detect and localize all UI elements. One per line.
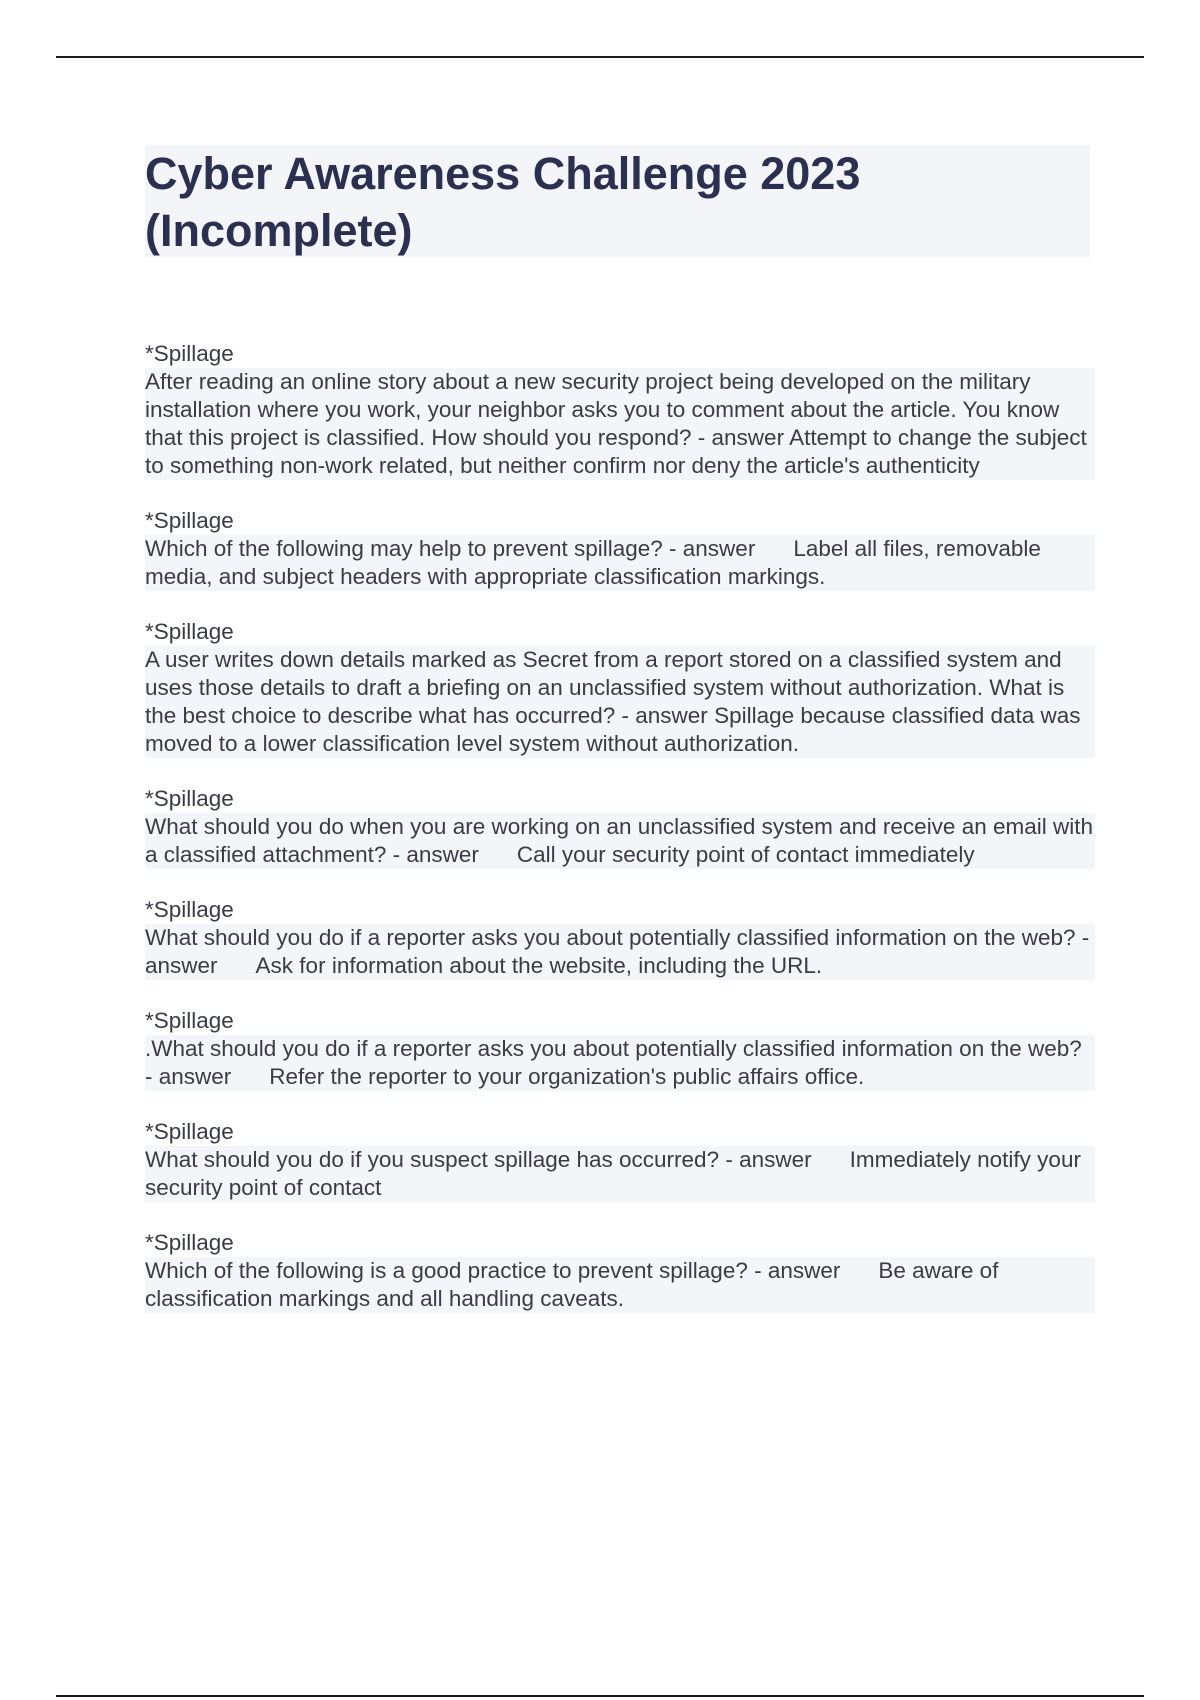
qa-item: [145, 1229, 1095, 1313]
qa-category: *Spillage: [145, 619, 234, 644]
qa-item: [145, 618, 1095, 758]
qa-question-answer: [145, 1146, 1095, 1202]
qa-answer: Call your security point of contact immediately: [516, 842, 975, 867]
qa-category: *Spillage: [145, 1008, 234, 1033]
qa-item: [145, 340, 1095, 480]
qa-answer: Label all files, removable media, and subject headers with appropriate classification markings.: [145, 536, 1041, 589]
qa-question: What should you do if you suspect spillage has occurred? - answer: [145, 1147, 812, 1172]
qa-question-answer: [145, 813, 1095, 869]
qa-item: [145, 896, 1095, 980]
qa-question-answer: [145, 368, 1095, 480]
qa-category: *Spillage: [145, 508, 234, 533]
page-title-line-2: (Incomplete): [145, 205, 413, 256]
qa-answer: Spillage because classified data was moved to a lower classification level system without authorization.: [145, 703, 1081, 756]
top-rule: [56, 56, 1144, 58]
qa-question-answer: [145, 535, 1095, 591]
page-title: [145, 145, 1090, 259]
title-block: [145, 145, 1090, 257]
qa-question: .What should you do if a reporter asks you about potentially classified information on the web? - answer: [145, 1036, 1082, 1089]
qa-category: *Spillage: [145, 341, 234, 366]
qa-question: Which of the following is a good practice to prevent spillage? - answer: [145, 1258, 841, 1283]
qa-question: A user writes down details marked as Secret from a report stored on a classified system and uses those details to draft a briefing on an unclassified system without authorization. What is the best choice to describe what has occurred? - answer: [145, 647, 1065, 728]
qa-question-answer: [145, 924, 1095, 980]
qa-answer: Immediately notify your security point of contact: [145, 1147, 1081, 1200]
qa-item: [145, 1007, 1095, 1091]
qa-question: What should you do if a reporter asks you about potentially classified information on the web? - answer: [145, 925, 1090, 978]
qa-question-answer: [145, 646, 1095, 758]
qa-list: [145, 340, 1095, 1340]
qa-answer: Attempt to change the subject to something non-work related, but neither confirm nor deny the article's authenticity: [145, 425, 1087, 478]
qa-answer: Be aware of classification markings and all handling caveats.: [145, 1258, 999, 1311]
qa-category: *Spillage: [145, 1119, 234, 1144]
qa-answer: Ask for information about the website, including the URL.: [255, 953, 823, 978]
qa-question-answer: [145, 1035, 1095, 1091]
qa-item: [145, 785, 1095, 869]
qa-category: *Spillage: [145, 897, 234, 922]
qa-question: Which of the following may help to prevent spillage? - answer: [145, 536, 756, 561]
qa-answer: Refer the reporter to your organization's public affairs office.: [269, 1064, 865, 1089]
qa-item: [145, 507, 1095, 591]
page-title-line-1: Cyber Awareness Challenge 2023: [145, 148, 861, 199]
bottom-rule: [56, 1695, 1144, 1697]
qa-category: *Spillage: [145, 1230, 234, 1255]
qa-item: [145, 1118, 1095, 1202]
qa-category: *Spillage: [145, 786, 234, 811]
qa-question: What should you do when you are working on an unclassified system and receive an email with a classified attachment? - answer: [145, 814, 1094, 867]
qa-question: After reading an online story about a new security project being developed on the military installation where you work, your neighbor asks you to comment about the article. You know that this project is classified. How should you respond? - answer: [145, 369, 1060, 450]
qa-question-answer: [145, 1257, 1095, 1313]
